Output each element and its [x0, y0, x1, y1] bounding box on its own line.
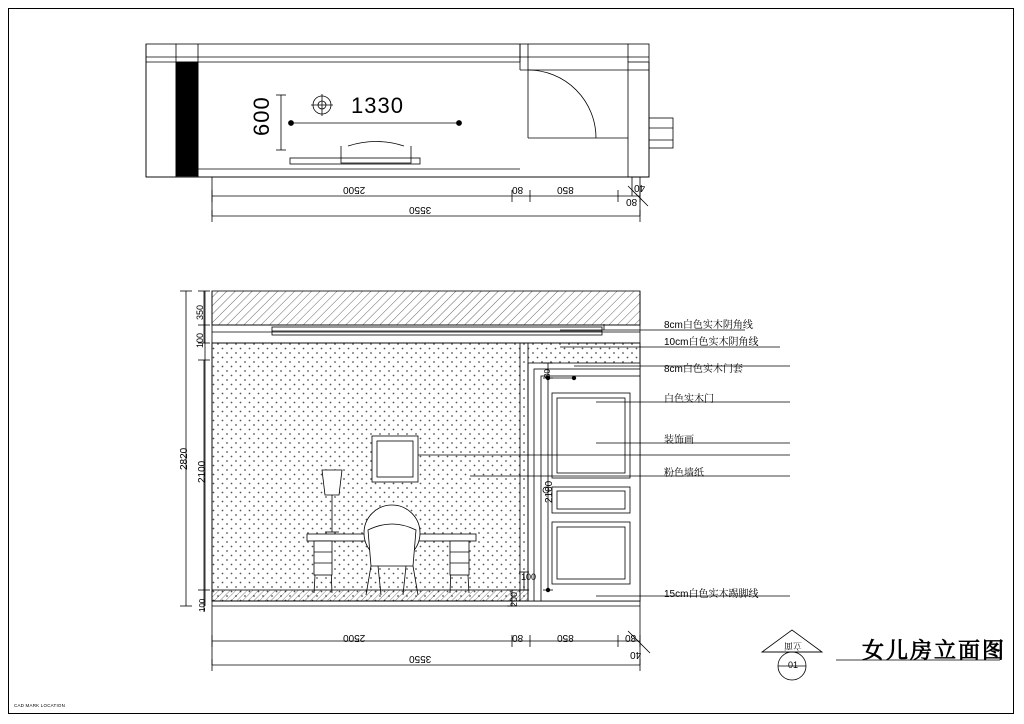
elev-dim-2100-left: 2100 [197, 460, 208, 483]
annotation-skirting-15cm: 15cm白色实木踢脚线 [664, 589, 759, 600]
plan-dim-total: 3550 [409, 204, 432, 215]
plan-dim-850: 850 [557, 184, 574, 195]
annotation-decor-painting: 装饰画 [664, 435, 694, 446]
elev-dim-80a: 80 [512, 632, 524, 643]
annotation-cornice-10cm: 10cm白色实木阴角线 [664, 337, 759, 348]
annotation-door-casing: 8cm白色实木门套 [664, 364, 743, 375]
footer-note: CAD MARK LOCATION [14, 703, 66, 708]
annotation-cornice-8cm: 8cm白色实木阴角线 [664, 320, 753, 331]
plan-dim-40: 40 [634, 182, 646, 193]
annotation-white-wood-door: 白色实木门 [664, 394, 714, 405]
elev-dim-80b: 80 [625, 632, 637, 643]
elev-dim-door-top-80: 80 [543, 369, 552, 378]
elev-dim-350: 350 [195, 304, 205, 320]
plan-dim-80a: 80 [512, 184, 524, 195]
drawing-title: 女儿房立面图 [862, 639, 1007, 664]
annotation-pink-wallpaper: 粉色墙纸 [664, 468, 704, 479]
view-tag-label: 立面 [784, 641, 803, 651]
elev-dim-2820: 2820 [179, 447, 190, 470]
view-tag-number: 01 [787, 660, 798, 670]
elev-dim-100-base: 100 [198, 598, 207, 612]
elev-dim-2500: 2500 [343, 632, 366, 643]
plan-dim-80b: 80 [626, 196, 638, 207]
elev-dim-850: 850 [557, 632, 574, 643]
elev-dim-total: 3550 [409, 653, 432, 664]
elev-dim-40: 40 [630, 649, 642, 660]
plan-dim-1330: 1330 [351, 93, 404, 118]
plan-dim-2500: 2500 [343, 184, 366, 195]
elev-dim-200: 200 [509, 591, 519, 607]
elev-dim-100-top: 100 [195, 332, 205, 348]
plan-dim-600: 600 [249, 96, 274, 136]
elev-dim-door-2100: 2100 [544, 480, 555, 503]
elev-dim-100-right: 100 [521, 572, 537, 582]
